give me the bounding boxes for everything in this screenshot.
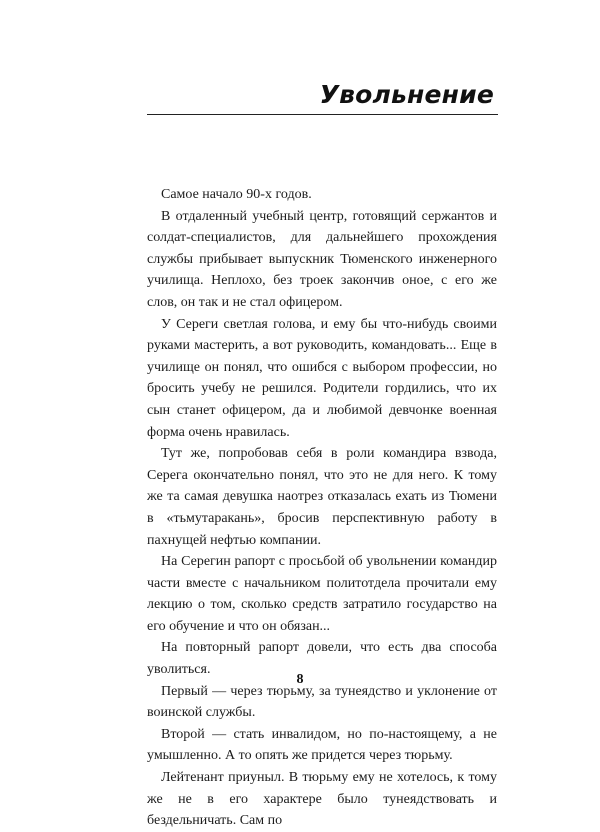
paragraph: Первый — через тюрьму, за тунеядство и уклонение от воинской службы.	[147, 683, 497, 721]
paragraph: У Сереги светлая голова, и ему бы что-нибудь своими руками мастерить, а вот руководить, командовать... Еще в училище он понял, что ошибся с выбором профессии, но бросить учебу не решился. Родители гордились, что их сын станет офицером, да и любимой девчонке военная форма очень нравилась.	[147, 316, 497, 440]
title-underline	[147, 114, 498, 115]
chapter-title: Увольнение	[319, 80, 494, 109]
paragraph: Самое начало 90-х годов.	[161, 187, 312, 202]
paragraph: Второй — стать инвалидом, но по-настоящему, а не умышленно. А то опять же придется через тюрьму.	[147, 726, 497, 764]
paragraph: В отдаленный учебный центр, готовящий сержантов и солдат-специалистов, для дальнейшего прохождения службы прибывает выпускник Тюменского инженерного училища. Неплохо, без троек закончив оное, с его же слов, он так и не стал офицером.	[147, 208, 497, 310]
page-number: 8	[296, 672, 304, 687]
paragraph: Лейтенант приуныл. В тюрьму ему не хотелось, к тому же не в его характере было тунеядствовать и бездельничать. Сам по	[147, 770, 497, 829]
paragraph: На повторный рапорт довели, что есть два способа уволиться.	[147, 640, 497, 678]
paragraph: Тут же, попробовав себя в роли командира взвода, Серега окончательно понял, что это не для него. К тому же та самая девушка наотрез отказалась ехать из Тюмени в «тьмутаракань», бросив перспективную работу в пахнущей нефтью компании.	[147, 446, 497, 548]
paragraph: На Серегин рапорт с просьбой об увольнении командир части вместе с начальником политотдела прочитали ему лекцию о том, сколько средств затратило государство на его обучение и что он обязан...	[147, 554, 497, 634]
body-text	[147, 184, 497, 832]
